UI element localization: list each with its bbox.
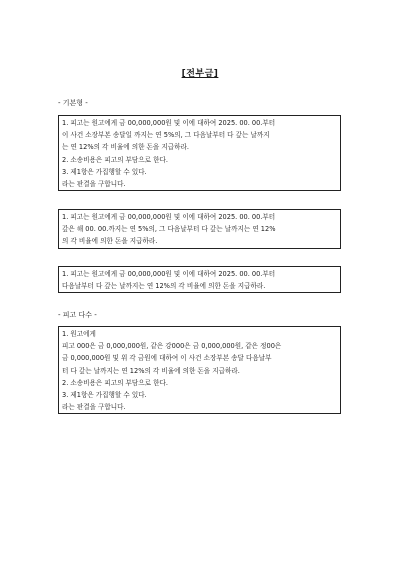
claim-line: 의 각 비율에 의한 돈을 지급하라. xyxy=(62,237,158,246)
claim-line: 라는 판결을 구합니다. xyxy=(62,403,126,412)
claim-line: 피고 000은 금 0,000,000원, 같은 강000은 금 0,000,000원, 같은 정00은 xyxy=(62,342,282,351)
document-title xyxy=(0,66,400,79)
claim-line: 터 다 갚는 날까지는 연 12%의 각 비율에 의한 돈을 지급하라. xyxy=(62,366,240,375)
claim-line: 라는 판결을 구합니다. xyxy=(62,180,126,189)
claim-line: 갚은 해 00. 00.까지는 연 5%의, 그 다음날부터 다 갚는 날까지는 연 12% xyxy=(62,225,276,234)
claim-line: 2. 소송비용은 피고의 부담으로 한다. xyxy=(62,155,168,164)
section-heading-basic: - 기본형 - xyxy=(58,99,88,107)
claim-line: 3. 제1항은 가집행할 수 있다. xyxy=(62,167,147,176)
claim-line: 3. 제1항은 가집행할 수 있다. xyxy=(62,391,147,400)
claim-line: 2. 소송비용은 피고의 부담으로 한다. xyxy=(62,378,168,387)
section-heading-multiple-defendants: - 피고 다수 - xyxy=(58,311,97,319)
document-title-text: [전부금] xyxy=(181,69,219,79)
claim-line: 1. 피고는 원고에게 금 00,000,000원 및 이에 대하여 2025. 00. 00.부터 xyxy=(62,270,276,278)
claim-line: 이 사건 소장부본 송달일 까지는 연 5%의, 그 다음날부터 다 갚는 날까지 xyxy=(62,131,270,140)
claim-box-basic-3 xyxy=(58,266,341,293)
claim-line: 다음날부터 다 갚는 날까지는 연 12%의 각 비율에 의한 돈을 지급하라. xyxy=(62,282,266,291)
claim-line: 1. 피고는 원고에게 금 00,000,000원 및 이에 대하여 2025. 00. 00.부터 xyxy=(62,119,276,127)
claim-line: 1. 원고에게 xyxy=(62,330,96,338)
claim-box-basic-2 xyxy=(58,209,341,249)
claim-box-multiple-defendants xyxy=(58,326,341,414)
claim-line: 1. 피고는 원고에게 금 00,000,000원 및 이에 대하여 2025. 00. 00.부터 xyxy=(62,213,276,221)
claim-line: 는 연 12%의 각 비율에 의한 돈을 지급하라. xyxy=(62,143,189,152)
claim-line: 금 0,000,000원 및 위 각 금원에 대하여 이 사건 소장부본 송달 다음날부 xyxy=(62,354,272,363)
claim-box-basic-1 xyxy=(58,115,341,191)
